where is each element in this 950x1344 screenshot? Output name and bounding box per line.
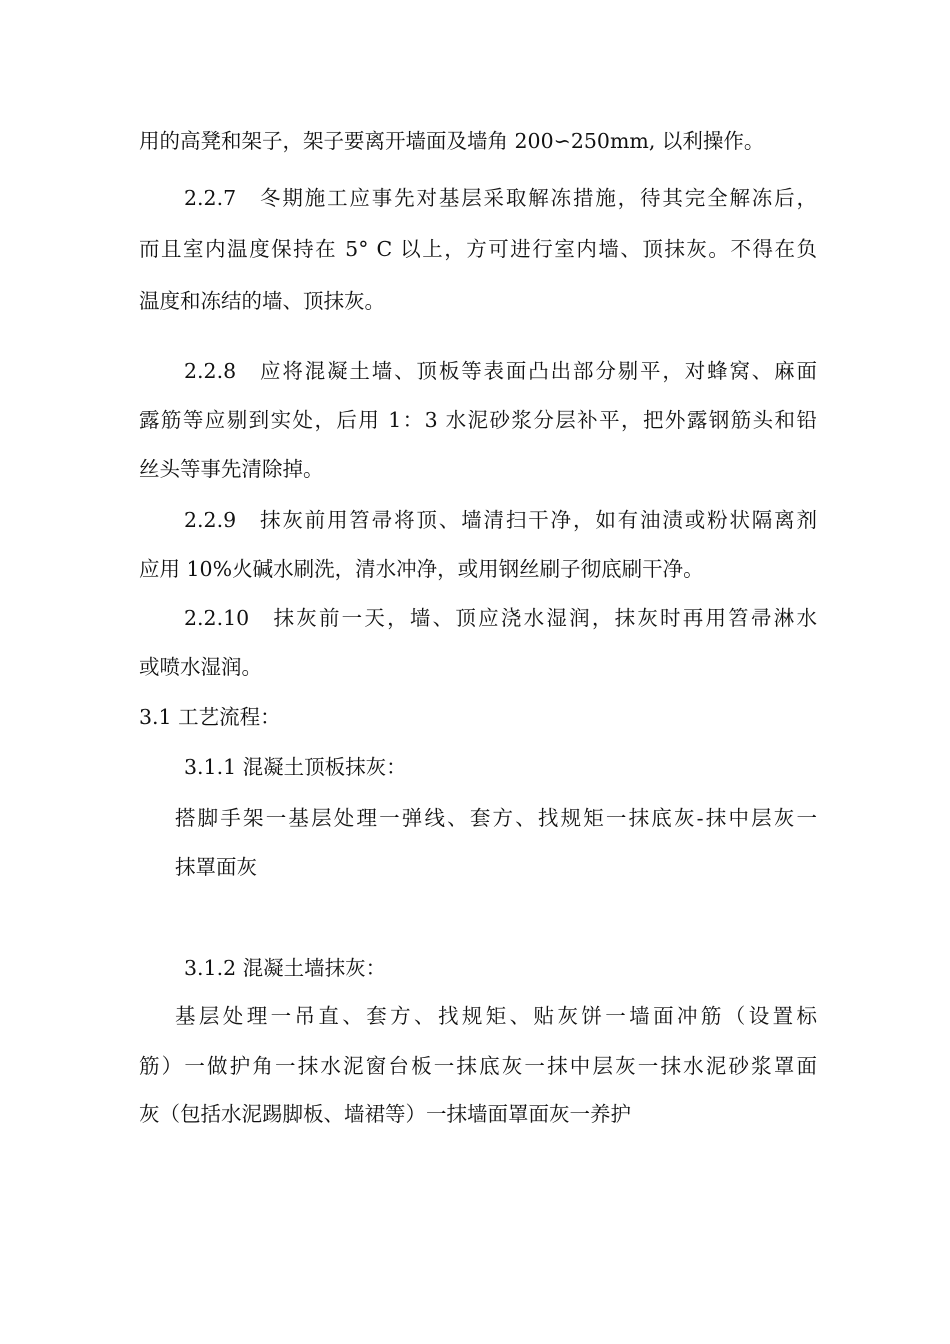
text-line: 应将混凝土墙、顶板等表面凸出部分剔平，对蜂窝、麻面 [258,359,817,383]
paragraph-2-2-10-line-1 [184,605,817,631]
process-flow-line: 筋）一做护角一抹水泥窗台板一抹底灰一抹中层灰一抹水泥砂浆罩面 [139,1054,817,1078]
paragraph-2-2-8-line-1 [184,358,817,384]
text-line: 抹灰前用笤帚将顶、墙清扫干净，如有油渍或粉状隔离剂 [258,508,817,532]
text-line: 或喷水湿润。 [139,655,262,679]
process-flow-line: 搭脚手架一基层处理一弹线、套方、找规矩一抹底灰-抹中层灰一 [175,806,817,830]
text-line: 用的高凳和架子，架子要离开墙面及墙角 200∽250mm, 以利操作。 [139,129,765,153]
process-flow-line: 灰（包括水泥踢脚板、墙裙等）一抹墙面罩面灰一养护 [139,1102,631,1126]
text-line: 丝头等事先清除掉。 [139,457,324,481]
section-number: 2.2.8 [184,359,237,383]
text-line: 冬期施工应事先对基层采取解冻措施，待其完全解冻后， [258,186,817,210]
section-number: 2.2.9 [184,508,237,532]
section-number: 2.2.10 [184,606,250,630]
text-line: 抹灰前一天，墙、顶应浇水湿润，抹灰时再用笤帚淋水 [271,606,817,630]
paragraph-2-2-9-line-1 [184,507,817,533]
text-line: 应用 10%火碱水刷洗，清水冲净，或用钢丝刷子彻底刷干净。 [139,557,704,581]
process-flow-line: 抹罩面灰 [175,855,257,879]
subsection-heading: 3.1.1 混凝土顶板抹灰： [184,755,407,779]
text-line: 温度和冻结的墙、顶抹灰。 [139,289,385,313]
process-flow-line: 基层处理一吊直、套方、找规矩、贴灰饼一墙面冲筋（设置标 [175,1004,817,1028]
subsection-heading: 3.1.2 混凝土墙抹灰： [184,956,387,980]
section-heading: 3.1 工艺流程： [139,705,281,729]
text-line: 而且室内温度保持在 5° C 以上，方可进行室内墙、顶抹灰。不得在负 [139,237,817,261]
section-number: 2.2.7 [184,186,237,210]
text-line: 露筋等应剔到实处，后用 1：3 水泥砂浆分层补平，把外露钢筋头和铅 [139,408,817,432]
paragraph-2-2-7-line-1 [184,185,817,211]
